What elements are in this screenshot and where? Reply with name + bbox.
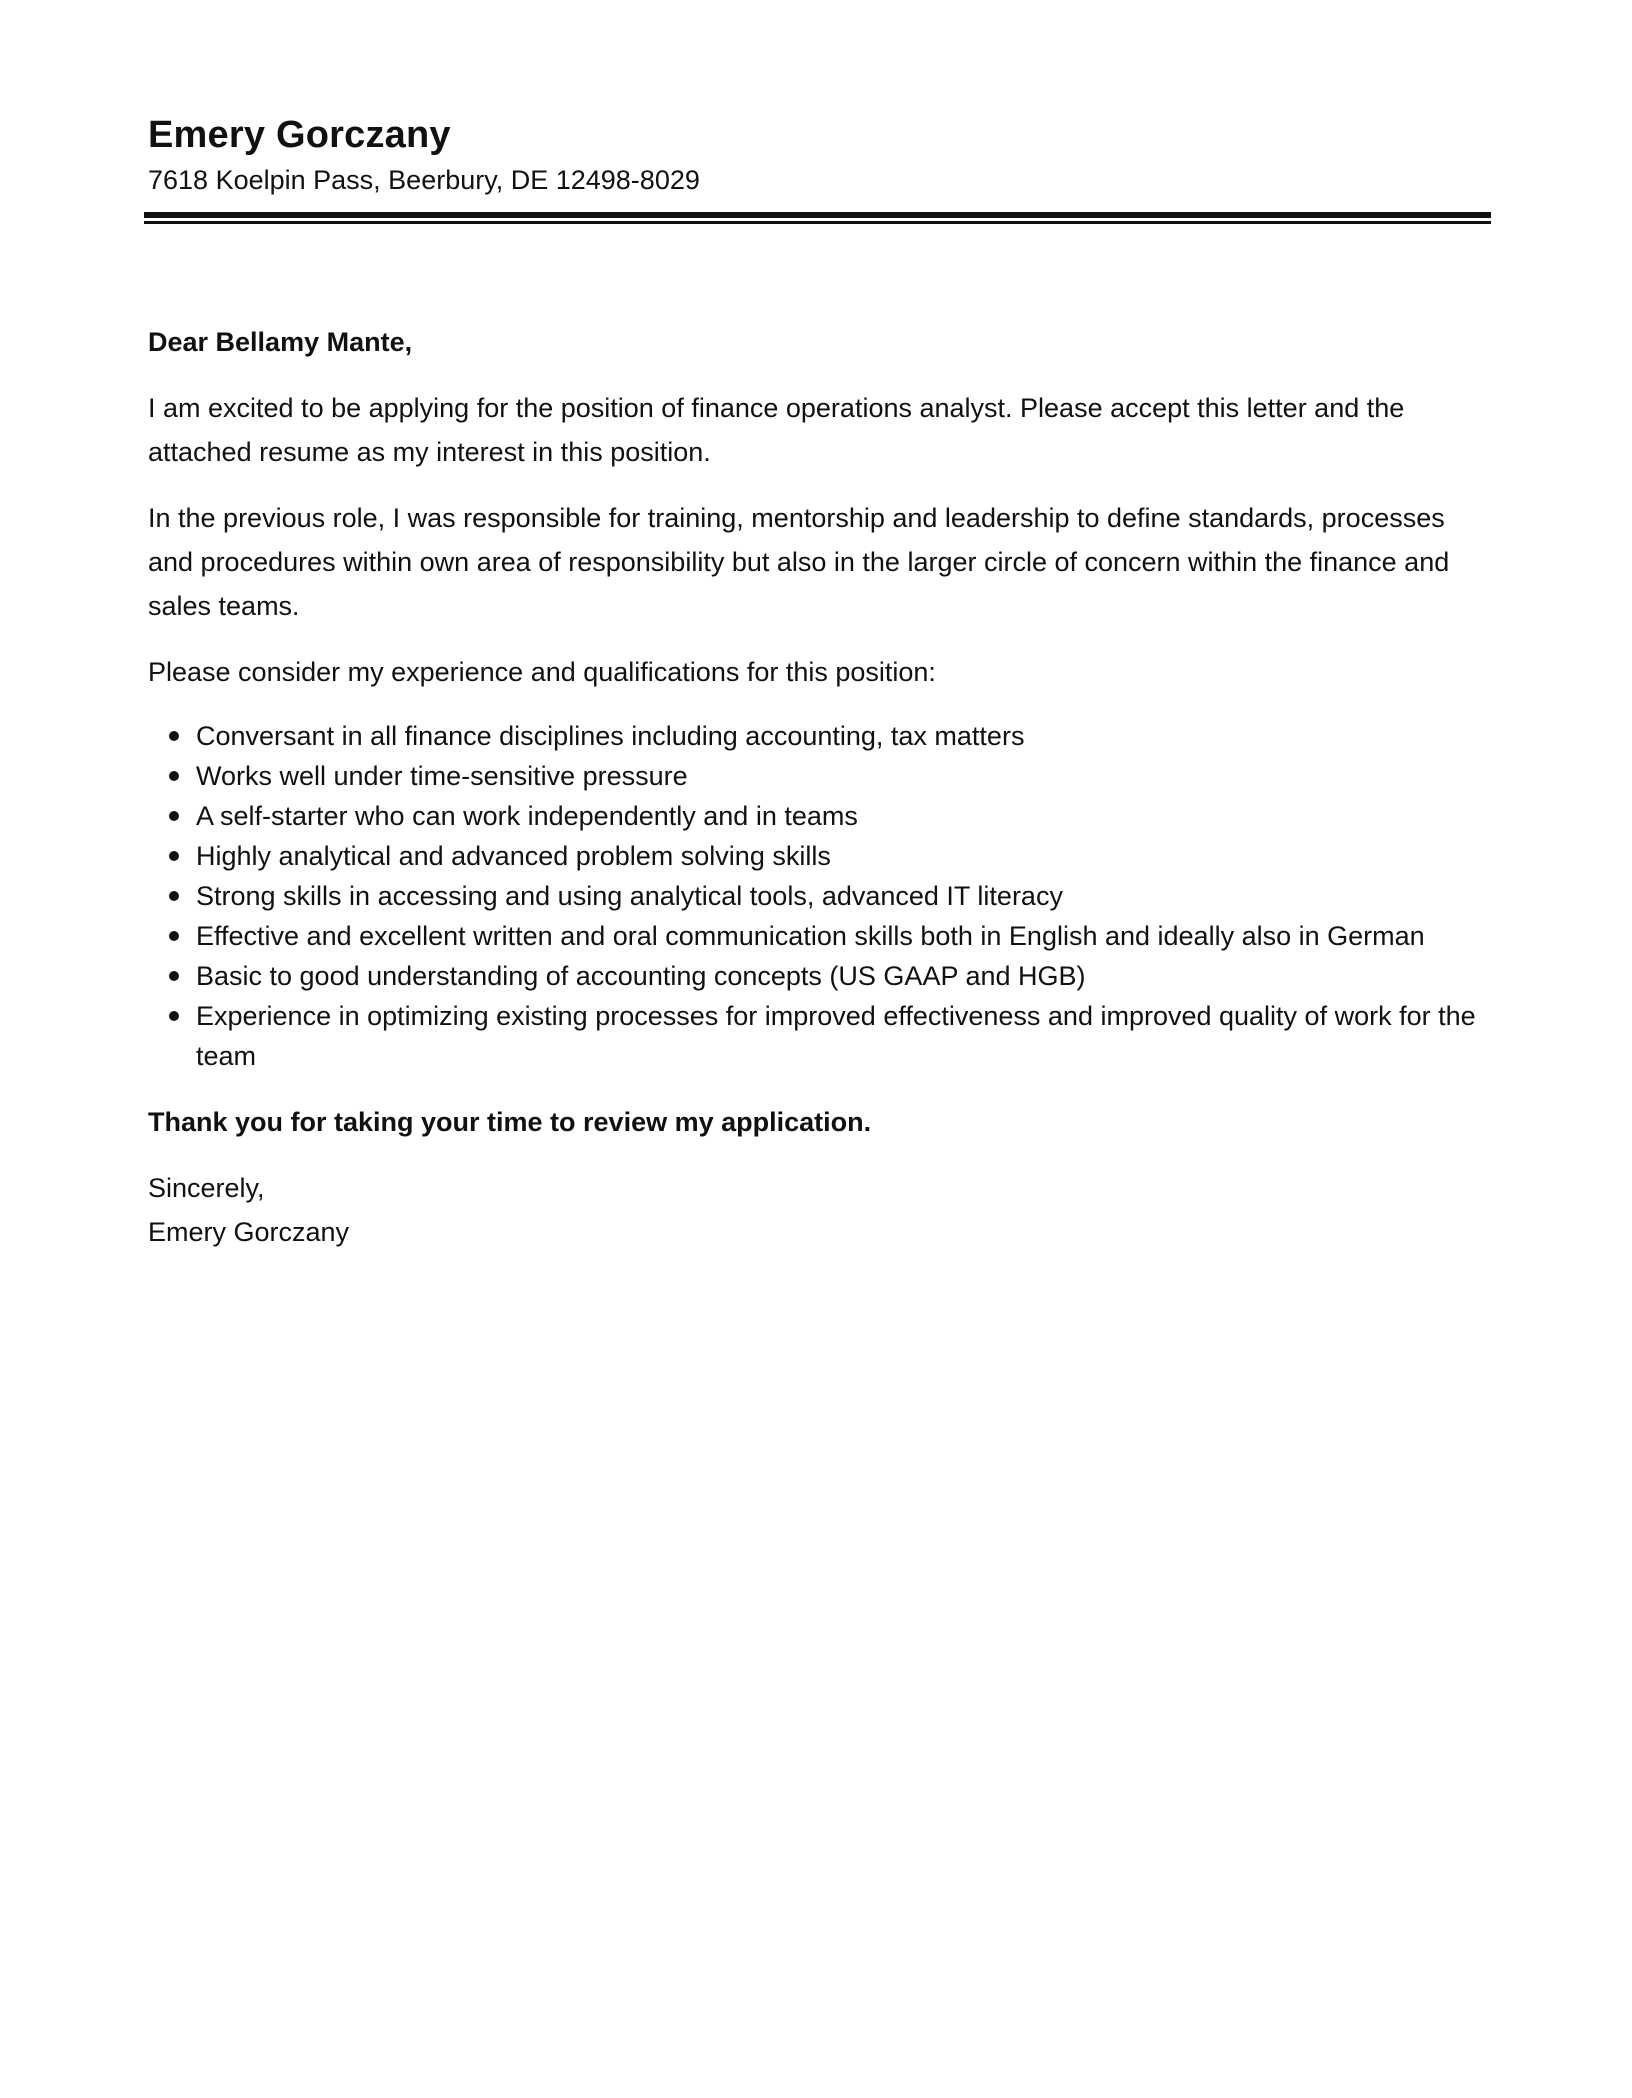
list-item-text: Experience in optimizing existing processes for improved effectiveness and improved quality of work for the team: [196, 1001, 1476, 1071]
salutation: Dear Bellamy Mante,: [148, 327, 413, 357]
bullet-icon: [169, 891, 179, 901]
list-item-text: Conversant in all finance disciplines including accounting, tax matters: [196, 721, 1025, 751]
bullet-icon: [169, 771, 179, 781]
list-item: [148, 956, 1490, 996]
bullet-icon: [169, 931, 179, 941]
bullet-icon: [169, 851, 179, 861]
bullet-icon: [169, 731, 179, 741]
bullet-icon: [169, 811, 179, 821]
qualifications-list: [148, 716, 1490, 1076]
list-item: [148, 836, 1490, 876]
qualifications-intro: Please consider my experience and qualifications for this position:: [148, 657, 936, 687]
list-item-text: Basic to good understanding of accounting concepts (US GAAP and HGB): [196, 961, 1086, 991]
list-item: [148, 796, 1490, 836]
bullet-icon: [169, 1011, 179, 1021]
list-item-text: Strong skills in accessing and using analytical tools, advanced IT literacy: [196, 881, 1063, 911]
list-item: [148, 716, 1490, 756]
list-item-text: Works well under time-sensitive pressure: [196, 761, 688, 791]
list-item-text: Highly analytical and advanced problem solving skills: [196, 841, 831, 871]
list-item: [148, 916, 1490, 956]
list-item: [148, 996, 1490, 1076]
letter-body: [148, 320, 1490, 1254]
closing-line: Thank you for taking your time to review my application.: [148, 1107, 872, 1137]
header-divider: [144, 212, 1491, 224]
list-item-text: Effective and excellent written and oral communication skills both in English and ideally also in German: [196, 921, 1425, 951]
list-item: [148, 756, 1490, 796]
sender-address: 7618 Koelpin Pass, Beerbury, DE 12498-8029: [148, 165, 700, 195]
letter-header: [148, 110, 1490, 200]
intro-paragraph: I am excited to be applying for the position of finance operations analyst. Please accept this letter and the attached resume as my interest in this position.: [148, 393, 1405, 467]
divider-thin-line: [144, 221, 1491, 224]
bullet-icon: [169, 971, 179, 981]
signoff: Sincerely,: [148, 1173, 265, 1203]
list-item-text: A self-starter who can work independently and in teams: [196, 801, 858, 831]
divider-thick-line: [144, 212, 1491, 218]
experience-paragraph: In the previous role, I was responsible for training, mentorship and leadership to define standards, processes and procedures within own area of responsibility but also in the larger circle of concern within the finance and sales teams.: [148, 503, 1450, 621]
list-item: [148, 876, 1490, 916]
signature-name: Emery Gorczany: [148, 1217, 350, 1247]
sender-name: Emery Gorczany: [148, 114, 451, 156]
